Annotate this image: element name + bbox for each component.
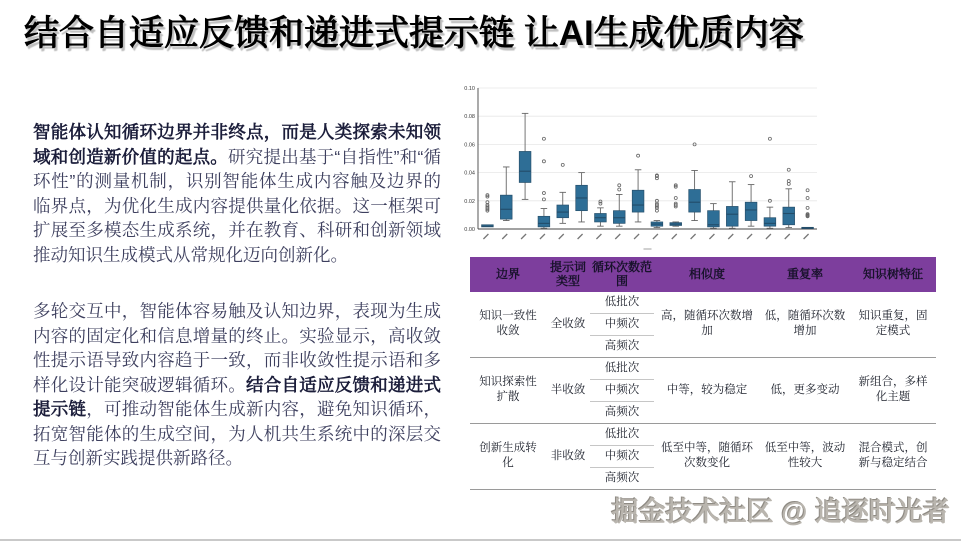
watermark: 掘金技术社区 @ 追逐时光者 [611,497,950,527]
table-header-cell-3: 相似度 [654,257,760,292]
slide-bottom-edge [0,539,961,541]
table-header-cell-0: 边界 [470,257,546,292]
table-row [470,292,936,314]
cell-boundary: 知识探索性扩散 [470,357,546,423]
svg-text:0.00: 0.00 [464,227,475,233]
cell-cycle-range: 低批次 [590,423,654,445]
paragraph-2 [33,299,441,471]
cell-similarity: 中等，较为稳定 [654,357,760,423]
cell-tree-feature: 新组合，多样化主题 [850,357,936,423]
cell-prompt-type: 非收敛 [546,423,590,489]
cell-cycle-range: 低批次 [590,357,654,379]
svg-text:0.06: 0.06 [464,142,475,149]
cell-similarity: 高，随循环次数增加 [661,310,753,338]
table-header-cell-2: 循环次数范围 [590,257,654,292]
cell-cycle-range: 高频次 [604,471,640,484]
paragraph-1-rest: 研究提出基于“自指性”和“循环性”的测量机制，识别智能体生成内容触及边界的临界点，为优化生成内容提供量化依据。这一框架可扩展至多模态生成系统，并在教育、科研和创新领域推动知识生成模式从常规化迈向创新化。 [33,146,442,265]
cell-repetition: 低，更多变动 [760,357,850,423]
svg-text:0.04: 0.04 [464,170,475,177]
cell-cycle-range: 高频次 [604,405,640,418]
cell-similarity: 低至中等，随循环次数变化 [654,423,760,489]
table-row [470,423,936,445]
cell-cycle-range: 高频次 [604,339,640,352]
body-text [33,120,441,471]
paragraph-2-pre: 多轮交互中，智能体容易触及认知边界，表现为生成内容的固定化和信息增量的终止。实验显示，高收敛性提示语导致内容趋于一致，而非收敛性提示语和多样化设计能突破逻辑循环。 [33,301,441,395]
page-title: 结合自适应反馈和递进式提示链 让AI生成优质内容 [24,14,804,53]
svg-text:0.10: 0.10 [464,86,475,92]
cell-boundary: 创新生成转化 [470,423,546,489]
results-table [470,257,936,490]
results-table-wrap [470,257,936,490]
cell-tree-feature: 知识重复，固定模式 [858,310,928,338]
paragraph-1-lead: 智能体认知循环边界并非终点，而是人类探索未知领域和创造新价值的起点。 [33,122,441,167]
cell-cycle-range: 中频次 [590,379,654,401]
cell-cycle-range: 低批次 [590,292,654,314]
table-header-cell-4: 重复率 [760,257,850,292]
cell-cycle-range: 中频次 [590,313,654,335]
svg-text:0.08: 0.08 [464,114,475,121]
cell-prompt-type: 半收敛 [546,357,590,423]
table-header-cell-5: 知识树特征 [850,257,936,292]
boxplot-chart [457,83,823,253]
paragraph-2-lead: 结合自适应反馈和递进式提示链 [33,374,441,419]
table-row [470,357,936,379]
cell-cycle-range: 中频次 [590,445,654,467]
table-header-row [470,257,936,292]
cell-repetition: 低，随循环次数增加 [764,310,846,338]
paragraph-1 [33,120,441,267]
cell-boundary: 知识一致性收敛 [479,310,537,338]
cell-repetition: 低至中等，波动性较大 [760,423,850,489]
svg-text:0.02: 0.02 [464,198,475,205]
cell-prompt-type: 全收敛 [550,317,586,330]
cell-tree-feature: 混合模式，创新与稳定结合 [850,423,936,489]
table-header-cell-1: 提示词类型 [546,257,590,292]
paragraph-2-post: ，可推动智能体生成新内容，避免知识循环，拓宽智能体的生成空间，为人机共生系统中的深层交互与创新实践提供新路径。 [33,399,441,468]
boxplot-svg [457,83,823,253]
